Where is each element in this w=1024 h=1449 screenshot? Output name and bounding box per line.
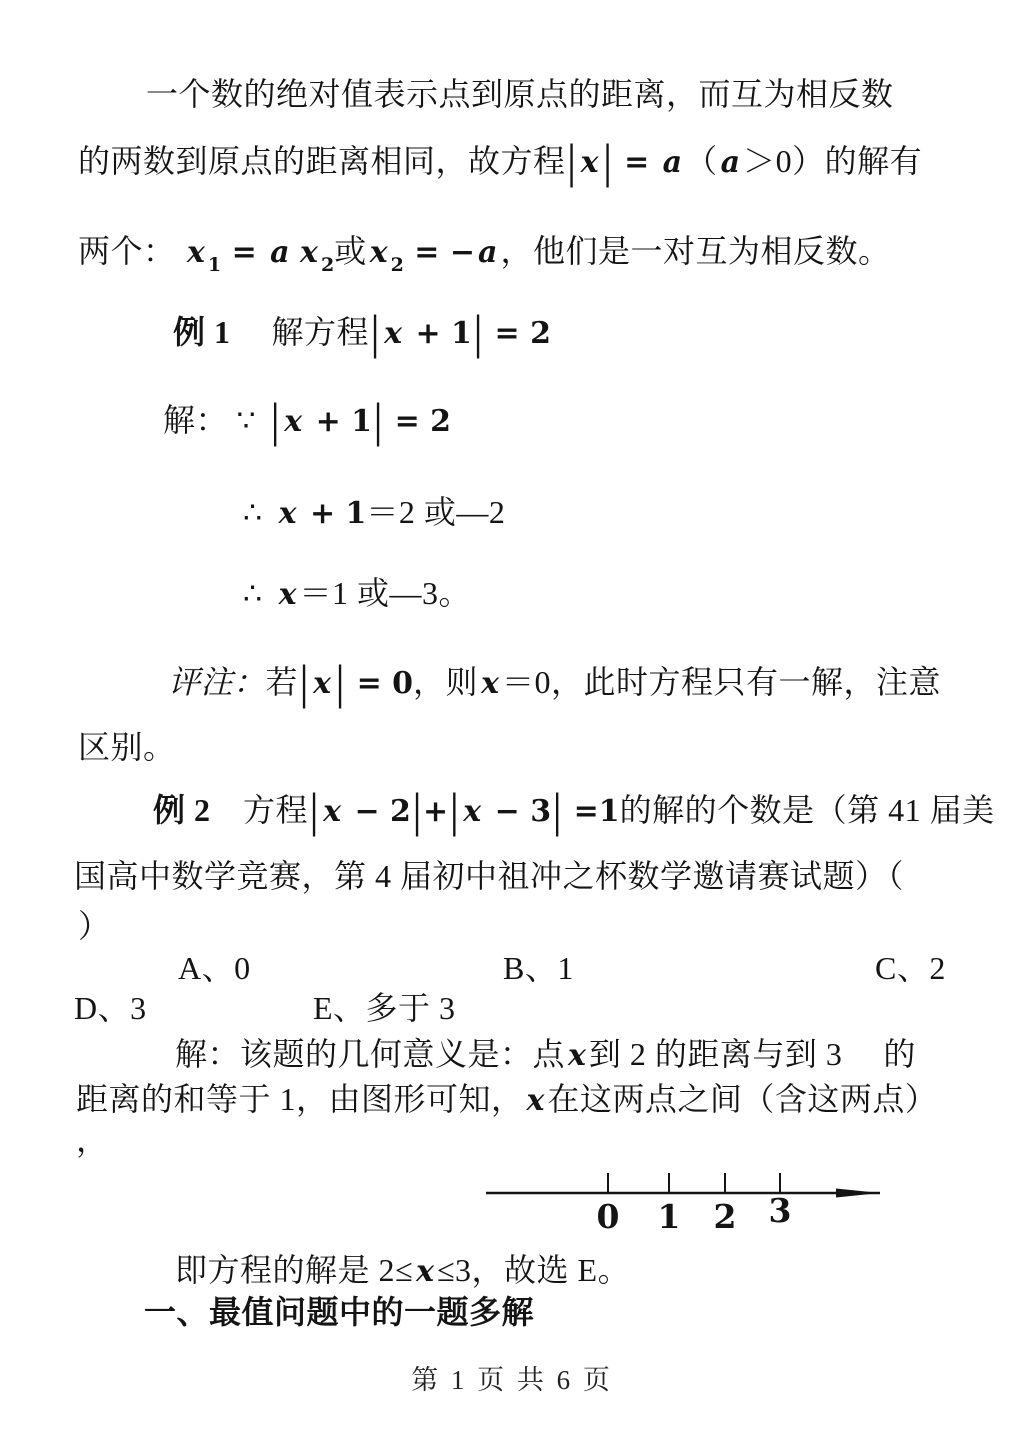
- text-run: 例 2: [153, 792, 211, 828]
- text-run: x: [278, 577, 297, 612]
- text-run: ≤3，故选 E。: [436, 1252, 631, 1288]
- text-run: a: [478, 235, 498, 270]
- intro-line-3: [78, 233, 890, 277]
- text-run: − 3: [484, 794, 552, 829]
- tick-label-3: 3: [768, 1191, 792, 1230]
- text-run: 或: [334, 233, 367, 269]
- text-run: ，: [76, 1122, 109, 1158]
- text-run: B、1: [503, 950, 574, 986]
- text-run: 到 2 的距离与到 3 的: [588, 1036, 916, 1072]
- text-run: 解：该题的几何意义是：点: [175, 1036, 566, 1072]
- text-run: = −: [403, 235, 475, 270]
- text-run: 一个数的绝对值表示点到原点的距离，而互为相反数: [146, 76, 894, 112]
- text-run: x: [313, 666, 332, 701]
- text-run: x: [384, 316, 403, 351]
- text-run: ∵: [236, 404, 270, 439]
- text-run: 例 1: [173, 314, 231, 350]
- example1-heading: [173, 308, 551, 360]
- tick-label-1: 1: [657, 1197, 681, 1236]
- text-run: = 0: [346, 666, 414, 701]
- example2-heading: [153, 786, 995, 838]
- option-d: [74, 990, 147, 1027]
- absolute-value-bar: |: [411, 786, 423, 838]
- text-run: x: [284, 404, 303, 439]
- example2-solution-line-1: [175, 1036, 916, 1074]
- text-run: = 2: [384, 404, 452, 439]
- absolute-value-bar: |: [309, 786, 320, 838]
- absolute-value-bar: |: [335, 658, 346, 710]
- absolute-value-bar: |: [602, 137, 613, 189]
- text-run: 区别。: [78, 729, 176, 765]
- text-run: x: [481, 666, 499, 701]
- absolute-value-bar: |: [373, 396, 384, 448]
- intro-line-2: [78, 137, 923, 189]
- text-run: 解方程: [230, 314, 370, 350]
- text-run: ∴: [243, 496, 276, 531]
- absolute-value-bar: |: [472, 308, 484, 360]
- text-run: ＞0）的解有: [743, 143, 923, 179]
- example2-solution-line-3: [76, 1122, 109, 1159]
- text-run: 解：: [163, 402, 237, 438]
- page-footer: 第 1 页 共 6 页: [411, 1365, 613, 1395]
- text-run: 2: [320, 254, 335, 276]
- arrow-right-icon: [836, 1189, 880, 1198]
- text-run: = 2: [484, 316, 551, 351]
- text-run: + 1: [405, 316, 472, 351]
- text-run: 在这两点之间（含这两点）: [547, 1081, 938, 1117]
- text-run: 1: [207, 254, 222, 276]
- option-b: [503, 950, 574, 987]
- text-run: =: [221, 235, 268, 270]
- text-run: ，他们是一对互为相反数。: [500, 233, 891, 269]
- text-run: =: [613, 145, 660, 180]
- example2-solution-line-2: [76, 1081, 937, 1119]
- text-run: ）: [78, 908, 111, 944]
- section-heading: [144, 1294, 534, 1331]
- text-run: a: [662, 145, 683, 180]
- text-run: 国高中数学竞赛，第 4 届初中祖冲之杯数学邀请赛试题）（: [74, 858, 905, 894]
- number-line-figure: [478, 1158, 888, 1238]
- option-c: [875, 950, 946, 987]
- example1-solution-line-1: [163, 396, 452, 448]
- text-run: =1: [563, 794, 620, 829]
- absolute-value-bar: |: [552, 786, 563, 838]
- tick-label-0: 0: [596, 1197, 620, 1236]
- text-run: x: [580, 145, 599, 180]
- text-run: + 1: [305, 404, 373, 439]
- tick-label-2: 2: [713, 1197, 737, 1236]
- text-run: 一、最值问题中的一题多解: [144, 1294, 535, 1330]
- text-run: ＝1 或—3。: [299, 575, 472, 611]
- remark-line-1: [168, 658, 941, 710]
- text-run: 的解的个数是（第 41 届美: [619, 792, 995, 828]
- text-run: （: [685, 143, 718, 179]
- text-run: 的两数到原点的距离相同，故方程: [78, 143, 566, 179]
- text-run: x: [187, 235, 205, 270]
- text-run: x: [568, 1038, 586, 1073]
- option-a: [178, 950, 251, 987]
- conclusion-line: [175, 1252, 630, 1290]
- text-run: x: [278, 496, 297, 531]
- text-run: ，则: [413, 664, 479, 700]
- remark-line-2: [78, 729, 176, 766]
- absolute-value-bar: |: [449, 786, 460, 838]
- text-run: a: [720, 145, 741, 180]
- text-run: ∴: [243, 577, 276, 612]
- text-run: − 2: [344, 794, 411, 829]
- text-run: 即方程的解是 2≤: [175, 1252, 414, 1288]
- option-e: [313, 990, 456, 1027]
- absolute-value-bar: |: [270, 396, 281, 448]
- text-run: C、2: [875, 950, 946, 986]
- text-run: 评注：: [168, 664, 266, 700]
- text-run: a x: [270, 235, 318, 270]
- text-run: x: [369, 235, 388, 270]
- text-run: +: [423, 794, 449, 829]
- text-run: 若: [265, 664, 299, 700]
- text-run: ＝2 或—2: [366, 494, 506, 530]
- absolute-value-bar: |: [566, 137, 577, 189]
- text-run: x: [463, 794, 482, 829]
- text-run: x: [323, 794, 342, 829]
- text-run: 距离的和等于 1，由图形可知，: [76, 1081, 524, 1117]
- example1-solution-line-2: [243, 494, 505, 532]
- example1-solution-line-3: [243, 575, 471, 613]
- text-run: 两个：: [78, 233, 185, 269]
- absolute-value-bar: |: [299, 658, 310, 710]
- text-run: ＝0，此时方程只有一解，注意: [501, 664, 941, 700]
- text-run: D、3: [74, 990, 147, 1026]
- text-run: x: [526, 1083, 545, 1118]
- absolute-value-bar: |: [370, 308, 381, 360]
- text-run: A、0: [178, 950, 251, 986]
- example2-line-3: [78, 908, 111, 945]
- text-run: E、多于 3: [313, 990, 456, 1026]
- example2-line-2: [74, 858, 904, 895]
- text-run: x: [416, 1254, 434, 1289]
- text-run: 方程: [210, 792, 309, 828]
- intro-line-1: [146, 76, 894, 113]
- text-run: 2: [390, 254, 404, 276]
- text-run: + 1: [299, 496, 367, 531]
